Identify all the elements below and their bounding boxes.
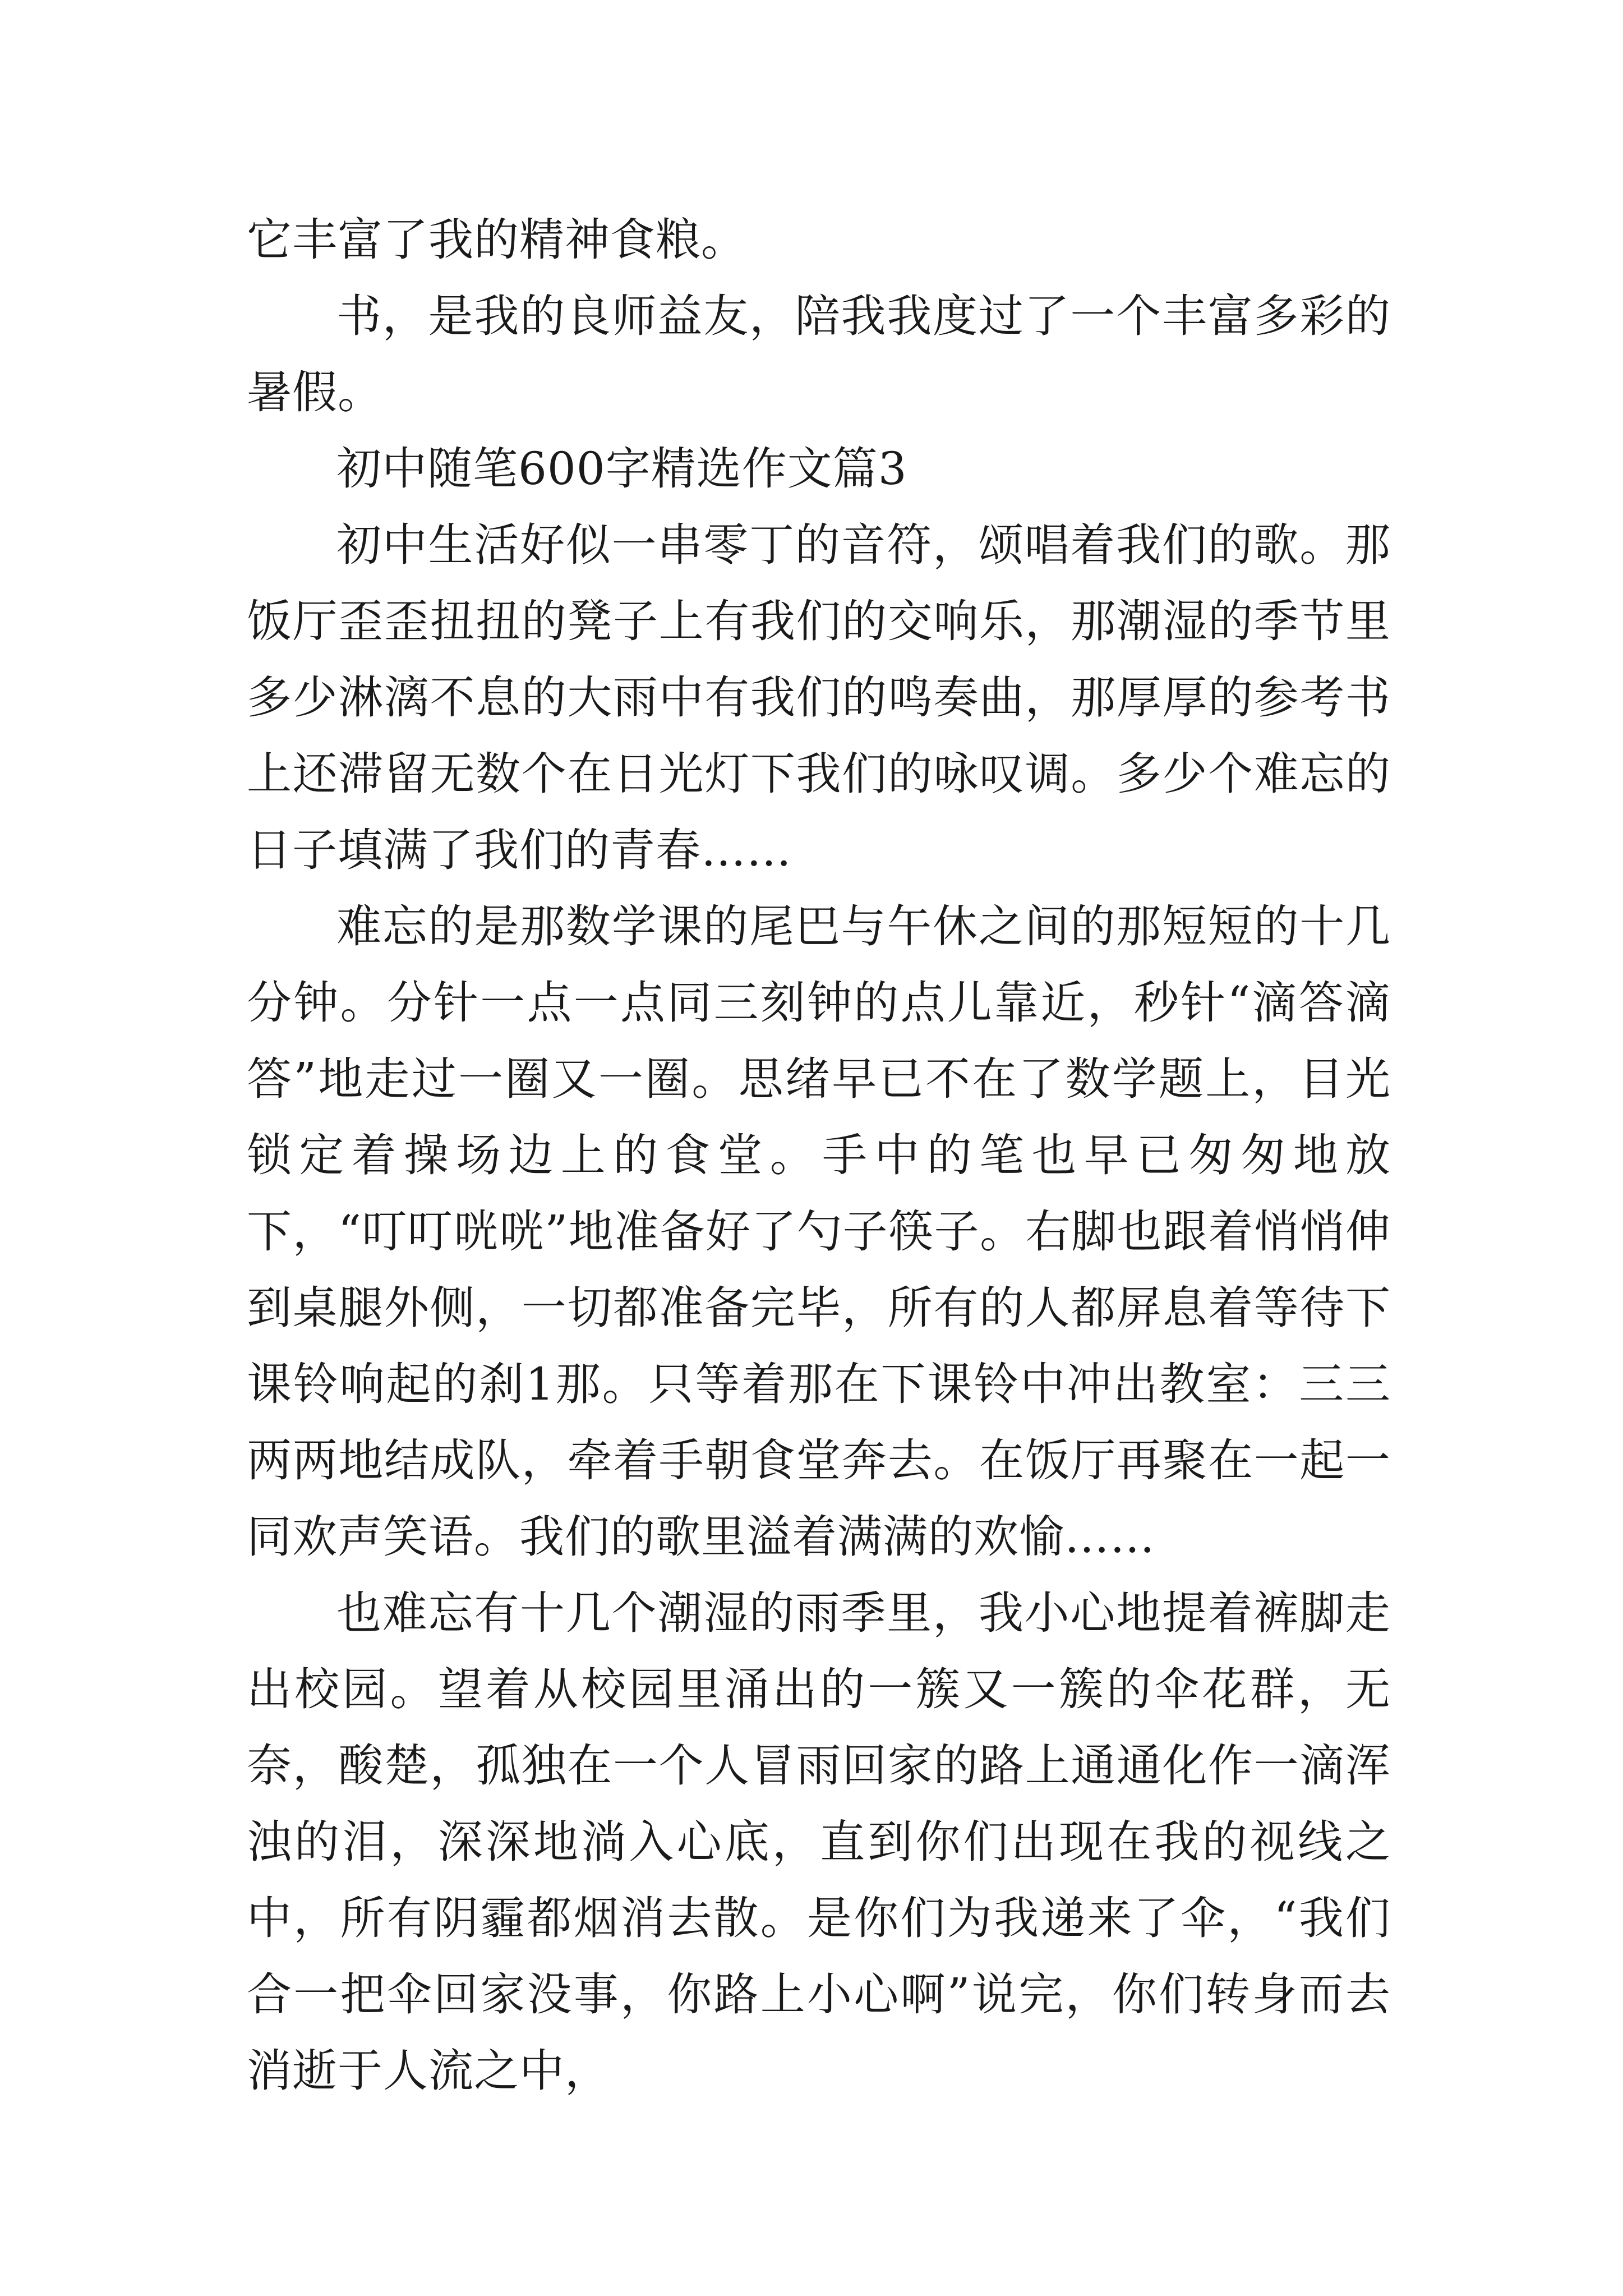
- paragraph-intro: 初中生活好似一串零丁的音符，颂唱着我们的歌。那饭厅歪歪扭扭的凳子上有我们的交响乐，那潮湿的季节里多少淋漓不息的大雨中有我们的鸣奏曲，那厚厚的参考书上还滞留无数个在日光灯下我们的咏叹调。多少个难忘的日子填满了我们的青春……: [247, 519, 1391, 876]
- paragraph-books: 书，是我的良师益友，陪我我度过了一个丰富多彩的暑假。: [247, 290, 1391, 418]
- document-body: [247, 202, 1391, 2109]
- paragraph-continuation: 它丰富了我的精神食粮。: [247, 214, 746, 266]
- paragraph-math-class: 难忘的是那数学课的尾巴与午休之间的那短短的十几分钟。分针一点一点同三刻钟的点儿靠近，秒针“滴答滴答”地走过一圈又一圈。思绪早已不在了数学题上，目光锁定着操场边上的食堂。手中的笔也早已匆匆地放下，“叮叮咣咣”地准备好了勺子筷子。右脚也跟着悄悄伸到桌腿外侧，一切都准备完毕，所有的人都屏息着等待下课铃响起的刹1那。只等着那在下课铃中冲出教室：三三两两地结成队，牵着手朝食堂奔去。在饭厅再聚在一起一同欢声笑语。我们的歌里溢着满满的欢愉……: [247, 900, 1391, 1563]
- essay-heading: 初中随笔600字精选作文篇3: [336, 443, 907, 495]
- paragraph-rainy-season: 也难忘有十几个潮湿的雨季里，我小心地提着裤脚走出校园。望着从校园里涌出的一簇又一簇的伞花群，无奈，酸楚，孤独在一个人冒雨回家的路上通通化作一滴浑浊的泪，深深地淌入心底，直到你们出现在我的视线之中，所有阴霾都烟消去散。是你们为我递来了伞，“我们合一把伞回家没事，你路上小心啊”说完，你们转身而去消逝于人流之中，: [247, 1587, 1391, 2097]
